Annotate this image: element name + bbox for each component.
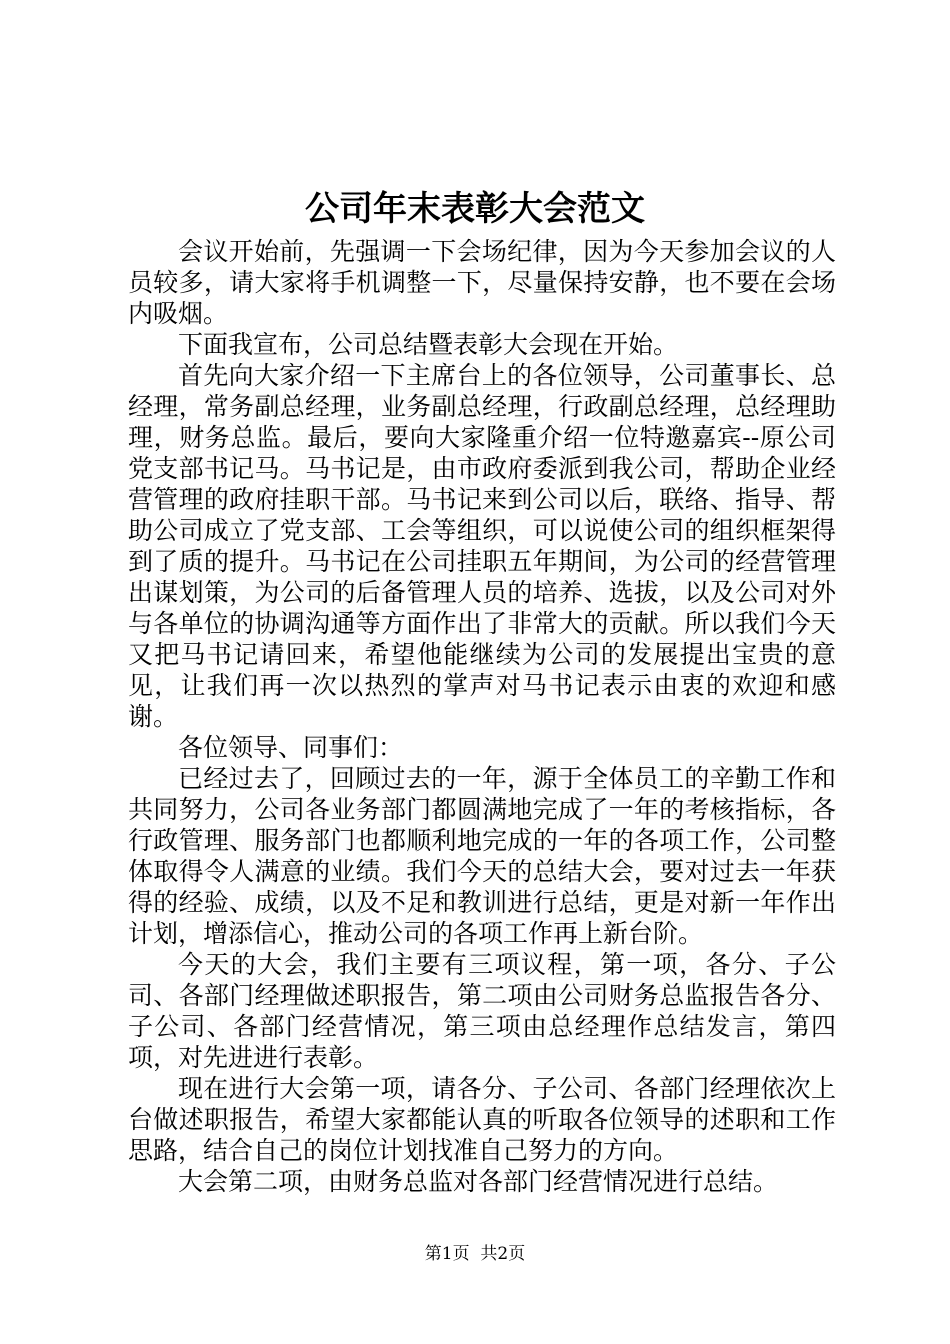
- page-total: 共2页: [480, 1244, 526, 1264]
- paragraph-item-two: 大会第二项，由财务总监对各部门经营情况进行总结。: [178, 1167, 779, 1196]
- paragraph-greeting: 各位领导、同事们：: [178, 733, 404, 762]
- paragraph-meeting-rules: 会议开始前，先强调一下会场纪律，因为今天参加会议的人员较多，请大家将手机调整一下，尽量保持安静，也不要在会场内吸烟。: [128, 237, 836, 328]
- paragraph-introductions: 首先向大家介绍一下主席台上的各位领导，公司董事长、总经理，常务副总经理，业务副总经理，行政副总经理，总经理助理，财务总监。最后，要向大家隆重介绍一位特邀嘉宾--原公司党支部书记马。马书记是，由市政府委派到我公司，帮助企业经营管理的政府挂职干部。马书记来到公司以后，联络、指导、帮助公司成立了党支部、工会等组织，可以说使公司的组织框架得到了质的提升。马书记在公司挂职五年期间，为公司的经营管理出谋划策，为公司的后备管理人员的培养、选拔，以及公司对外与各单位的协调沟通等方面作出了非常大的贡献。所以我们今天又把马书记请回来，希望他能继续为公司的发展提出宝贵的意见，让我们再一次以热烈的掌声对马书记表示由衷的欢迎和感谢。: [128, 361, 836, 731]
- paragraph-agenda: 今天的大会，我们主要有三项议程，第一项，各分、子公司、各部门经理做述职报告，第二项由公司财务总监报告各分、子公司、各部门经营情况，第三项由总经理作总结发言，第四项，对先进进行表彰。: [128, 950, 836, 1072]
- document-title: 公司年末表彰大会范文: [305, 189, 645, 229]
- page-number: 第1页: [424, 1244, 470, 1264]
- paragraph-opening: 下面我宣布，公司总结暨表彰大会现在开始。: [178, 330, 679, 359]
- paragraph-item-one: 现在进行大会第一项，请各分、子公司、各部门经理依次上台做述职报告，希望大家都能认真的听取各位领导的述职和工作思路，结合自己的岗位计划找准自己努力的方向。: [128, 1074, 836, 1165]
- document-body: [128, 236, 836, 1197]
- page-footer: [0, 1242, 950, 1266]
- paragraph-year-review: 已经过去了，回顾过去的一年，源于全体员工的辛勤工作和共同努力，公司各业务部门都圆满地完成了一年的考核指标，各行政管理、服务部门也都顺利地完成的一年的各项工作，公司整体取得令人满意的业绩。我们今天的总结大会，要对过去一年获得的经验、成绩，以及不足和教训进行总结，更是对新一年作出计划，增添信心，推动公司的各项工作再上新台阶。: [128, 764, 836, 948]
